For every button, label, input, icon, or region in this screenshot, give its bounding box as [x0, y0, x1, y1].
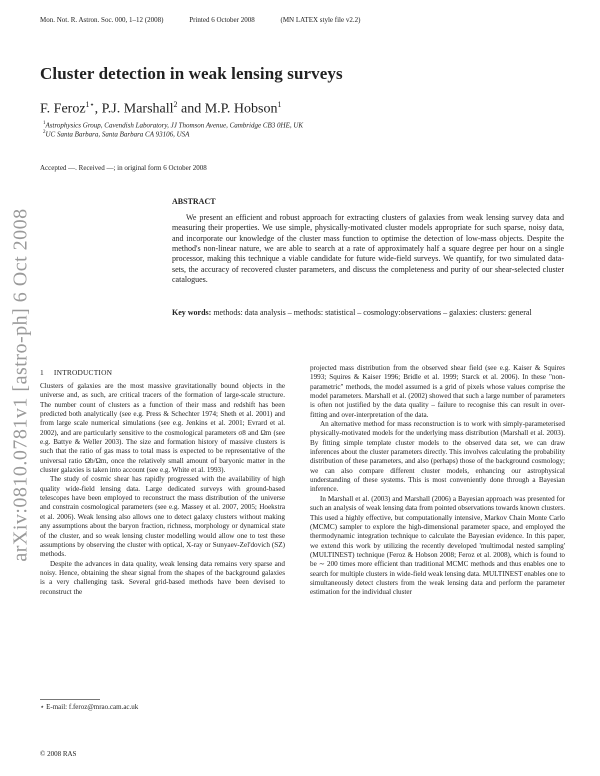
affiliation-text: UC Santa Barbara, Santa Barbara CA 93106, USA — [45, 130, 190, 139]
abstract-body: We present an efficient and robust approach for extracting clusters of galaxies from weak lensing survey data and measuring their properties. We use simple, physically-motivated cluster models appropriate for such sparse, noisy data, and incorporate our knowledge of the cluster mass function to optimise the detection of low-mass objects. Despite the method's non-linear nature, we are able to search at a rate of approximately half a square degree per hour on a single processor, making this technique a viable candidate for future wide-field surveys. We quantify, for two simulated data-sets, the accuracy of recovered cluster parameters, and discuss the completeness and purity of our shear-selected cluster catalogues. — [172, 213, 564, 285]
affiliation-mark: 2 — [43, 130, 46, 135]
right-column — [310, 364, 565, 598]
author-separator: , — [94, 101, 102, 117]
affiliation-mark: 1 — [43, 121, 46, 126]
paragraph: Clusters of galaxies are the most massive gravitationally bound objects in the universe and, as such, are critical tracers of the formation of large-scale structure. The number count of clusters as a function of their mass and redshift has been predicted both analytically (see e.g. Press & Schechter 1974; Sheth et al. 2001) and from large scale numerical simulations (see e.g. Jenkins et al. 2001; Evrard et al. 2002), and are particularly sensitive to the cosmological parameters σ8 and Ωm (see e.g. Battye & Weller 2003). The size and formation history of massive clusters is such that the ratio of gas mass to total mass is expected to be representative of the universal ratio Ωb/Ωm, once the relatively small amount of baryonic matter in the cluster galaxies is taken into account (see e.g. White et al. 1993). — [40, 382, 285, 475]
arxiv-id: arXiv:0810.0781v1 [astro-ph] 6 Oct 2008 — [9, 208, 32, 562]
copyright: © 2008 RAS — [40, 750, 77, 758]
paragraph: The study of cosmic shear has rapidly progressed with the availability of high quality wide-field lensing data. Large dedicated surveys with ground-based telescopes have been employed to reconstruct the mass distribution of the universe and constrain cosmological parameters (see e.g. Massey et al. 2007, 2005; Hoekstra et al. 2006). Weak lensing also allows one to detect galaxy clusters without making any assumptions about the baryon fraction, richness, morphology or dynamical state of the cluster, and so weak lensing cluster modelling would allow one to test these assumptions by observing the cluster with optical, X-ray or Sunyaev-Zel'dovich (SZ) methods. — [40, 475, 285, 559]
running-header — [40, 16, 580, 24]
author-list — [40, 100, 281, 118]
author-name: P.J. Marshall — [101, 101, 174, 117]
keywords-text: methods: data analysis – methods: statistical – cosmology:observations – galaxies: clusters: general — [213, 308, 532, 317]
footnote: ⋆ E-mail: f.feroz@mrao.cam.ac.uk — [40, 703, 139, 711]
author-mark: 1 — [277, 100, 282, 109]
accepted-line: Accepted —. Received —; in original form 6 October 2008 — [40, 164, 207, 172]
keywords-label: Key words: — [172, 308, 212, 317]
paragraph: projected mass distribution from the observed shear field (see e.g. Kaiser & Squires 1993; Squires & Kaiser 1996; Bridle et al. 1999; Starck et al. 2006). In these "non-parametric" methods, the model assumed is a grid of pixels whose values comprise the model parameters. Marshall et al. (2002) showed that such a large number of parameters is often not justified by the data quality – failure to recognise this can result in over-fitting and over-interpretation of the data. — [310, 364, 565, 419]
keywords — [172, 308, 564, 318]
paragraph: Despite the advances in data quality, weak lensing data remains very sparse and noisy. Hence, obtaining the shear signal from the shapes of the background galaxies is a very challenging task. Several grid-based methods have been devised to reconstruct the — [40, 559, 285, 596]
author-name: F. Feroz — [40, 101, 86, 117]
affiliation-text: Astrophysics Group, Cavendish Laboratory, JJ Thomson Avenue, Cambridge CB3 0HE, UK — [45, 121, 304, 130]
paragraph: An alternative method for mass reconstruction is to work with simply-parameterised physically-motivated models for the underlying mass distribution (Marshall et al. 2003). By fitting simple template cluster models to the observed data set, we can draw inferences about the cluster parameters directly. This involves calculating the probability distribution of these parameters, and also (perhaps) those of the background cosmology; we can also compare different cluster models, enhancing our astrophysical understanding of these systems. This is most conveniently done through a Bayesian inference. — [310, 420, 565, 494]
section-title: INTRODUCTION — [53, 368, 113, 377]
paragraph: In Marshall et al. (2003) and Marshall (2006) a Bayesian approach was presented for such an analysis of weak lensing data from pointed observations towards known clusters. This used a highly effective, but computationally intensive, Markov Chain Monte Carlo (MCMC) sampler to explore the high-dimensional parameter space, and employed the thermodynamic integration technique to calculate the Bayesian evidence. In this paper, we extend this work by utilizing the recently developed 'multimodal nested sampling' (MULTINEST) technique (Feroz & Hobson 2008; Feroz et al. 2008), which is found to be ∼ 200 times more efficient than traditional MCMC methods and thus enables one to search for multiple clusters in wide-field weak lensing data. MULTINEST enables one to simultaneously detect clusters from the weak lensing data and perform the parameter estimation for the individual cluster — [310, 494, 565, 597]
abstract-heading: ABSTRACT — [172, 197, 216, 206]
printed-date: Printed 6 October 2008 — [189, 16, 255, 24]
author-mark: 2 — [173, 100, 178, 109]
left-column — [40, 382, 285, 597]
section-number: 1 — [40, 368, 44, 377]
affiliation — [43, 130, 189, 138]
author-separator: and — [177, 101, 205, 117]
arxiv-stamp — [4, 195, 38, 575]
paper-title: Cluster detection in weak lensing surveys — [40, 64, 343, 83]
journal-ref: Mon. Not. R. Astron. Soc. 000, 1–12 (2008) — [40, 16, 164, 24]
affiliation — [43, 121, 303, 129]
section-heading — [40, 368, 112, 377]
author-mark: 1⋆ — [85, 100, 95, 109]
style-note: (MN LATEX style file v2.2) — [280, 16, 361, 24]
author-name: M.P. Hobson — [204, 101, 278, 117]
footnote-rule — [40, 699, 100, 700]
